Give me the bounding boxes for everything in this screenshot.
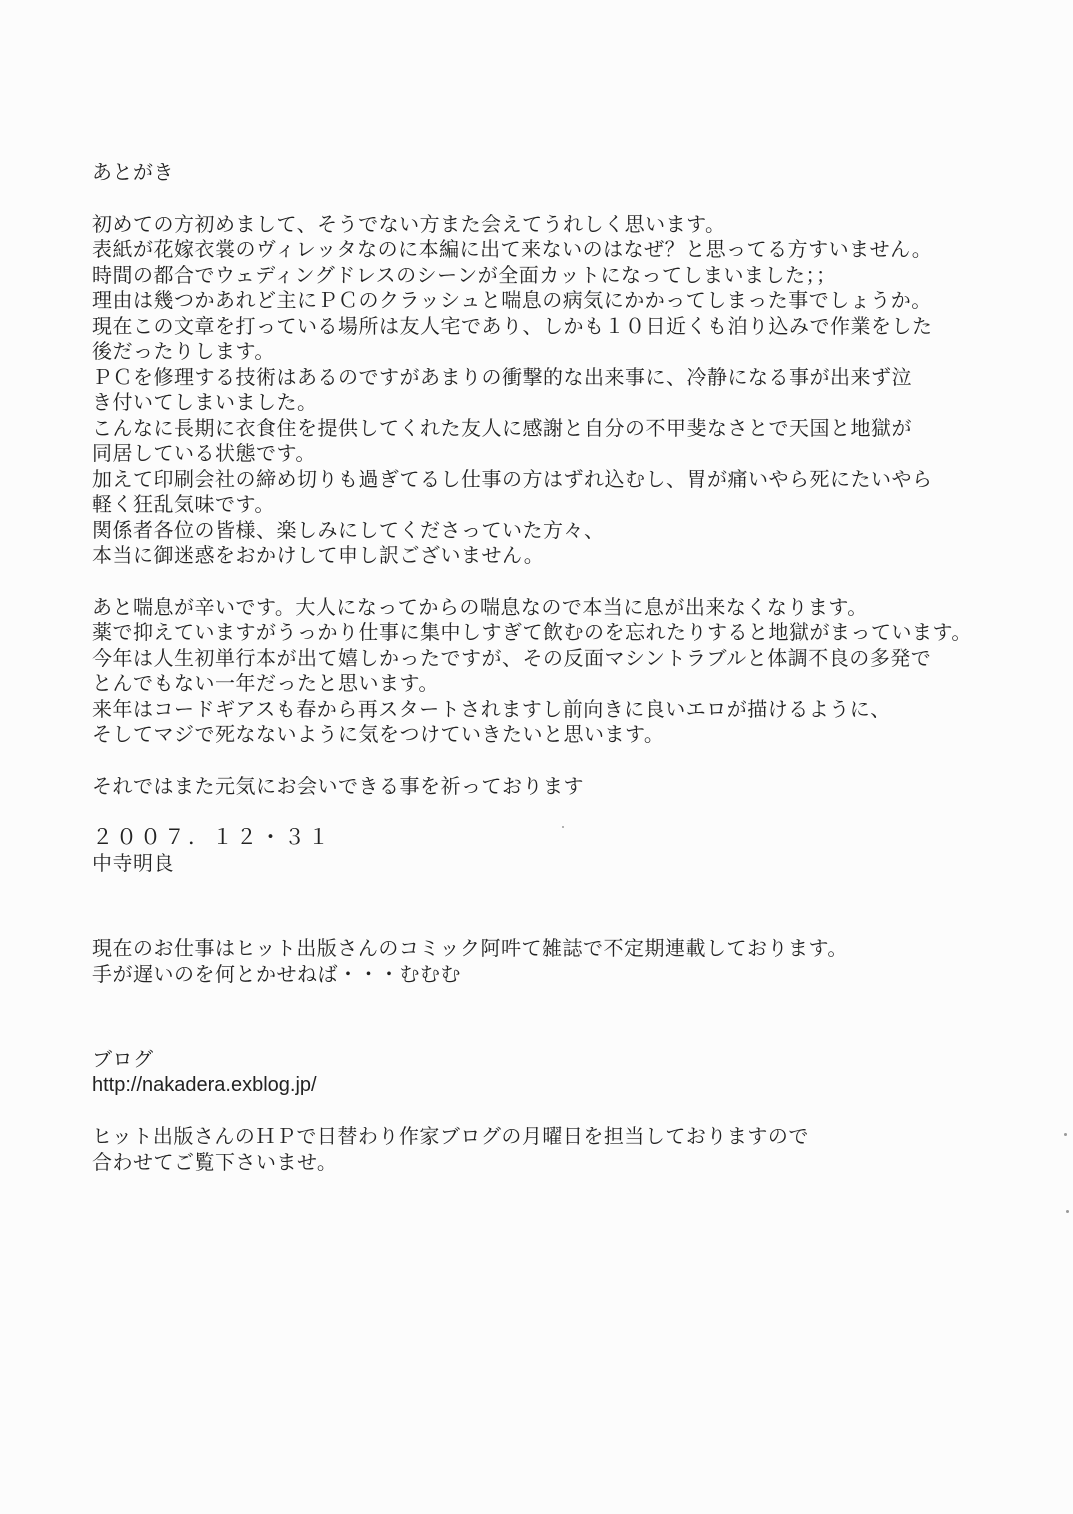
text-line: ＰＣを修理する技術はあるのですがあまりの衝撃的な出来事に、冷静になる事が出来ず泣 (92, 364, 912, 389)
text-line: あと喘息が辛いです。大人になってからの喘息なので本当に息が出来なくなります。 (92, 594, 868, 619)
text-line: 後だったりします。 (92, 339, 275, 363)
blog-url[interactable]: http://nakadera.exblog.jp/ (92, 1073, 317, 1096)
text-line: 時間の都合でウェディングドレスのシーンが全面カットになってしまいました；； (92, 262, 837, 287)
text-line: 本当に御迷惑をおかけして申し訳ございません。 (92, 543, 545, 567)
text-line: 理由は幾つかあれど主にＰＣのクラッシュと喘息の病気にかかってしまった事でしょうか。 (92, 288, 932, 312)
scan-speck (562, 826, 564, 828)
scan-speck (1066, 1210, 1069, 1213)
paragraph-2 (92, 595, 1052, 748)
work-info (92, 936, 1052, 987)
publisher-blog-note (92, 1124, 1052, 1175)
text-line: 表紙が花嫁衣裳のヴィレッタなのに本編に出て来ないのはなぜ？と思ってる方すいません。 (92, 237, 933, 261)
paragraph-1 (92, 212, 1052, 569)
author-name: 中寺明良 (92, 850, 174, 875)
text-line: 同居している状態です。 (92, 441, 316, 465)
blog-section (92, 1047, 1052, 1098)
date: ２００７．１２・３１ (92, 825, 332, 849)
text-line: 軽く狂乱気味です。 (92, 492, 275, 516)
text-line: 来年はコードギアスも春から再スタートされますし前向きに良いエロが描けるように、 (92, 696, 891, 721)
text-line: き付いてしまいました。 (92, 390, 318, 414)
afterword-heading: あとがき (92, 160, 174, 184)
text-line: 初めての方初めまして、そうでない方また会えてうれしく思います。 (92, 211, 726, 236)
text-line: こんなに長期に衣食住を提供してくれた友人に感謝と自分の不甲斐なさとで天国と地獄が (92, 415, 912, 440)
text-line: 薬で抑えていますがうっかり仕事に集中しすぎて飲むのを忘れたりすると地獄がまっています。 (92, 620, 972, 644)
text-line: 合わせてご覧下さいませ。 (92, 1149, 338, 1174)
text-line: 関係者各位の皆様、楽しみにしてくださっていた方々、 (92, 517, 605, 542)
text-line: 手が遅いのを何とかせねば・・・むむむ (92, 961, 461, 986)
scan-speck (1064, 1133, 1067, 1136)
text-line: ヒット出版さんのＨＰで日替わり作家ブログの月曜日を担当しておりますので (92, 1124, 809, 1148)
closing-line: それではまた元気にお会いできる事を祈っております (92, 773, 584, 798)
text-line: 加えて印刷会社の締め切りも過ぎてるし仕事の方はずれ込むし、胃が痛いやら死にたいやら (92, 466, 933, 491)
text-line: そしてマジで死なないように気をつけていきたいと思います。 (92, 722, 665, 746)
text-line: 現在この文章を打っている場所は友人宅であり、しかも１０日近くも泊り込みで作業をした (92, 313, 933, 338)
blog-label: ブログ (92, 1047, 154, 1071)
afterword-content (92, 160, 1052, 1175)
text-line: 今年は人生初単行本が出て嬉しかったですが、その反面マシントラブルと体調不良の多発で (92, 645, 932, 670)
text-line: 現在のお仕事はヒット出版さんのコミック阿吽て雑誌で不定期連載しております。 (92, 936, 848, 960)
text-line: とんでもない一年だったと思います。 (92, 671, 439, 695)
